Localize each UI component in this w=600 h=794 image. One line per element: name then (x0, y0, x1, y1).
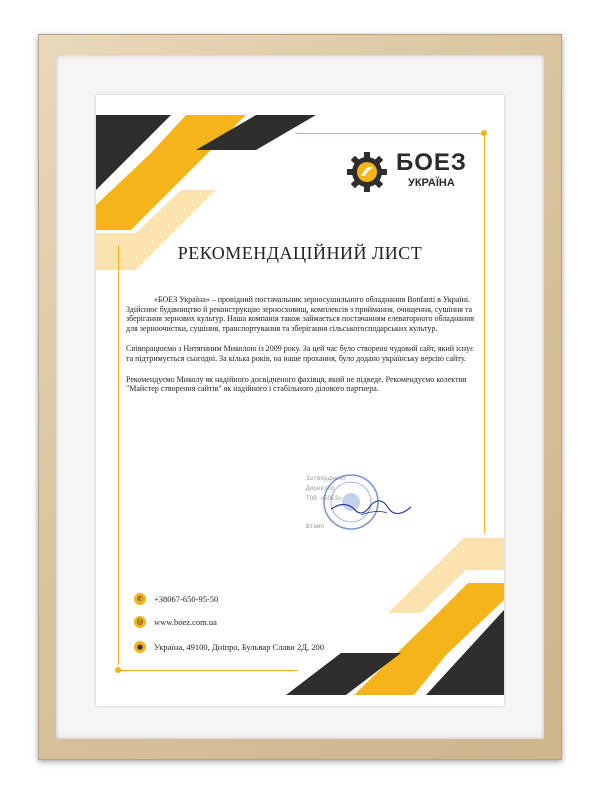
stamp-line: Директор (306, 485, 335, 492)
seal-stamp (301, 469, 421, 539)
phone-icon: ✆ (134, 593, 146, 605)
stamp-line: Штамп (306, 523, 325, 530)
phone-number[interactable]: +38067-650-95-50 (154, 594, 219, 604)
right-rule (484, 133, 485, 533)
letter-page (96, 95, 504, 706)
top-rule (296, 133, 484, 134)
stamp-line: Затверджено (306, 475, 346, 482)
location-pin-icon: ● (134, 641, 146, 653)
website-link[interactable]: www.boez.com.ua (154, 617, 217, 627)
paragraph-2: Співпрацюємо з Нитягиним Миколою із 2009 року. За цей час було створено чудовий сайт, який існує та підтримується сьогодні. За кілька років, на наше прохання, було додано українську версію сайту. (126, 344, 474, 363)
contact-website (134, 616, 334, 630)
paragraph-1: «БОЕЗ Україна» – провідний постачальник зерносушильного обладнання Bonfanti в Україні. Здійснює будівництво й реконструкцію зерносховищ, комплексів з приймання, очищення, сушіння та зберігання зернових культур. Наша компанія також займається постачанням елеваторного обладнання для зерноочистки, сушіння, транспортування та зберігання сільськогосподарських культур. (126, 295, 475, 333)
top-right-dot (481, 130, 487, 136)
globe-icon: @ (134, 616, 146, 628)
page-title: РЕКОМЕНДАЦІЙНИЙ ЛИСТ (177, 243, 423, 263)
address-text: Україна, 49100, Дніпро, Бульвар Слави 2Д, 200 (154, 642, 324, 652)
contact-address (134, 641, 394, 655)
left-rule (118, 245, 119, 665)
company-logo (346, 145, 476, 195)
stamp-line: ТОВ «БОЕЗ» (306, 495, 343, 502)
paragraph-3: Рекомендуємо Миколу як надійного досвідченого фахівця, який не підведе. Рекомендуємо колектив "Майстер створення сайтів" як надійного і стабільного ділового партнера. (126, 374, 467, 394)
letter-body (126, 295, 480, 405)
bottom-left-dot (115, 667, 121, 673)
contact-phone (134, 593, 334, 607)
company-country: УКРАЇНА (408, 177, 455, 189)
gear-icon (346, 151, 388, 193)
bottom-rule (118, 670, 298, 671)
company-name: БОЕЗ (396, 149, 467, 176)
